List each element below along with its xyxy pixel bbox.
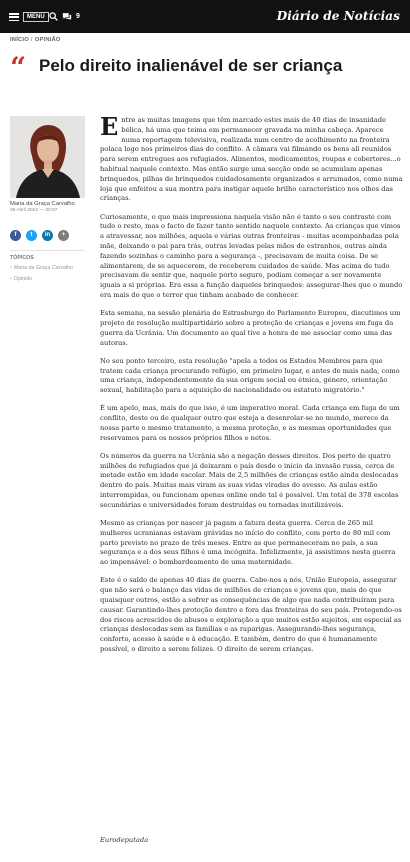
article-paragraph: Mesmo as crianças por nascer já pagam a fatura desta guerra. Cerca de 265 mil mulheres ucranianas estavam grávidas no início do conflito, com perto de 80 mil com parto previsto no prazo de três meses. Entre as que permaneceram no país, a sua segurança e a dos seus filhos é uma incógnita. Infelizmente, já assistimos nesta guerra ao impensável: o bombardeamento de uma maternidade. <box>100 519 396 567</box>
author-photo <box>10 116 85 198</box>
article-paragraph: Entre as muitas imagens que têm marcado estes mais de 40 dias de insanidade bélica, há uma que teima em permanecer gravada na minha cabeça. Aparece numa reportagem televisiva, realizada num centro de acolhimento na fronteira polaca logo nos primeiros dias do conflito. A câmara vai filmando os bens ali reunidos para serem entregues aos refugiados. Alimentos, medicamentos, roupas e cobertores...o habitual naquele contexto. Mas então surge uma secção onde se acumulam apenas brinquedos, pilhas de brinquedos cuidadosamente organizados e arrumados, como numa loja que enfeitou a sua montra para instigar aquele brilho característico nos olhos das crianças. <box>100 112 403 203</box>
top-bar <box>0 0 410 33</box>
divider <box>10 250 85 251</box>
linkedin-icon[interactable]: in <box>42 230 53 241</box>
quote-mark-icon: “ <box>10 51 27 84</box>
topic-link[interactable]: • Maria da Graça Carvalho <box>10 265 74 271</box>
author-role: Eurodeputada <box>100 836 149 844</box>
article-paragraph: Curiosamente, o que mais impressiona naquela visão não é tanto o seu contraste com tudo o resto, mas o facto de fazer tanto sentido naquele contexto. As crianças que vimos a atravessar, aos milhões, aquela e várias outras fronteiras - muitas acompanhadas pela mãe, deixando o pai para trás, outras levadas pelas mãos de estranhos, outras ainda fazendo sozinhas o caminho para a segurança -, precisavam de muita coisa. De se alimentarem, de se aquecerem, de receberem cuidados de saúde. Mas acima de tudo precisavam de sentir que, naquele porto seguro, podiam começar a ser novamente iguais a si próprias. Era essa a função daqueles brinquedos: assegurar-lhes que o mundo era mais do que o terror que tinham acabado de conhecer. <box>100 212 403 299</box>
breadcrumb: INÍCIO / OPINIÃO <box>10 37 61 43</box>
topics-heading: TÓPICOS <box>10 255 34 261</box>
author-name[interactable]: Maria da Graça Carvalho <box>10 201 75 207</box>
article-paragraph: Esta semana, na sessão plenária de Estrasburgo do Parlamento Europeu, discutimos um projeto de resolução multipartidário sobre a proteção de crianças e jovens em fuga da guerra da Ucrânia. Um documento ao qual tive a honra de me associar como uma das autoras. <box>100 309 401 347</box>
page-title: Pelo direito inalienável de ser criança <box>39 56 343 75</box>
topic-label: Maria da Graça Carvalho <box>13 265 74 271</box>
search-icon[interactable] <box>49 12 58 21</box>
article-paragraph: No seu ponto terceiro, esta resolução "apela a todos os Estados Membros para que tratem cada criança procurando refúgio, em primeiro lugar, e antes de mais nada, como uma criança, independentemente da sua origem social ou étnica, género, orientação sexual, habilitação para a aquisição de nacionalidade ou estatuto migratório." <box>100 356 400 395</box>
breadcrumb-home[interactable]: INÍCIO <box>10 37 29 43</box>
menu-button[interactable]: MENU <box>23 12 49 22</box>
more-icon[interactable]: + <box>58 230 69 241</box>
article-paragraph: Os números da guerra na Ucrânia são a negação desses direitos. Dos perto de quatro milhões de refugiados que já deixaram o país desde o início da invasão russa, cerca de metade estão em idade escolar. Mais de 2,5 milhões de crianças estão ainda deslocadas dentro do país. Muitas mais viram as suas vidas viradas do avesso. As aulas estão interrompidas, ou funcionam apenas online onde tal é possível. Um total de 378 escolas secundárias e universidades foram destruídas ou tornadas inutilizáveis. <box>100 451 399 509</box>
twitter-icon[interactable]: t <box>26 230 37 241</box>
comment-count: 9 <box>76 13 80 20</box>
title-block <box>10 51 405 84</box>
publish-date: 06 Abril 2022 — 00:07 <box>10 208 58 213</box>
topic-label: Opinião <box>13 276 33 282</box>
breadcrumb-section[interactable]: OPINIÃO <box>34 37 61 43</box>
facebook-icon[interactable]: f <box>10 230 21 241</box>
article-paragraph: É um apelo, mas, mais do que isso, é um imperativo moral. Cada criança em fuga de um conflito, deste ou de qualquer outro que esteja a desenrolar-se no mundo, merece da nossa parte o mesmo tratamento, a mesma proteção, e as mesmas oportunidades que reservamos para os nossos próprios filhos e netos. <box>100 404 400 442</box>
drop-cap: E <box>100 112 119 141</box>
topic-link[interactable]: • Opinião <box>10 276 33 282</box>
article-paragraph: Este é o saldo de apenas 40 dias de guerra. Cabe-nos a nós, União Europeia, assegurar que não será o balanço das vidas de milhões de crianças e jovens que, mais do que quaisquer outros, estão a sofrer as consequências de algo que nada contribuíram para causar. Garantindo-lhes proteção dentro e fora das fronteiras do seu país. Protegendo-os dos riscos acrescidos de abusos e exploração a que muitos estão sujeitos, em especial as crianças deslocadas sem as famílias e as raparigas. Assegurando-lhes segurança, conforto, acesso à saúde e à educação. E também, dentro do que é humanamente possível, o direito a serem felizes. O direito de serem crianças. <box>100 576 402 653</box>
site-logo[interactable]: Diário de Notícias <box>276 9 400 23</box>
hamburger-menu-icon[interactable] <box>9 13 19 21</box>
comments-icon[interactable] <box>62 12 72 21</box>
article-body <box>100 112 403 663</box>
